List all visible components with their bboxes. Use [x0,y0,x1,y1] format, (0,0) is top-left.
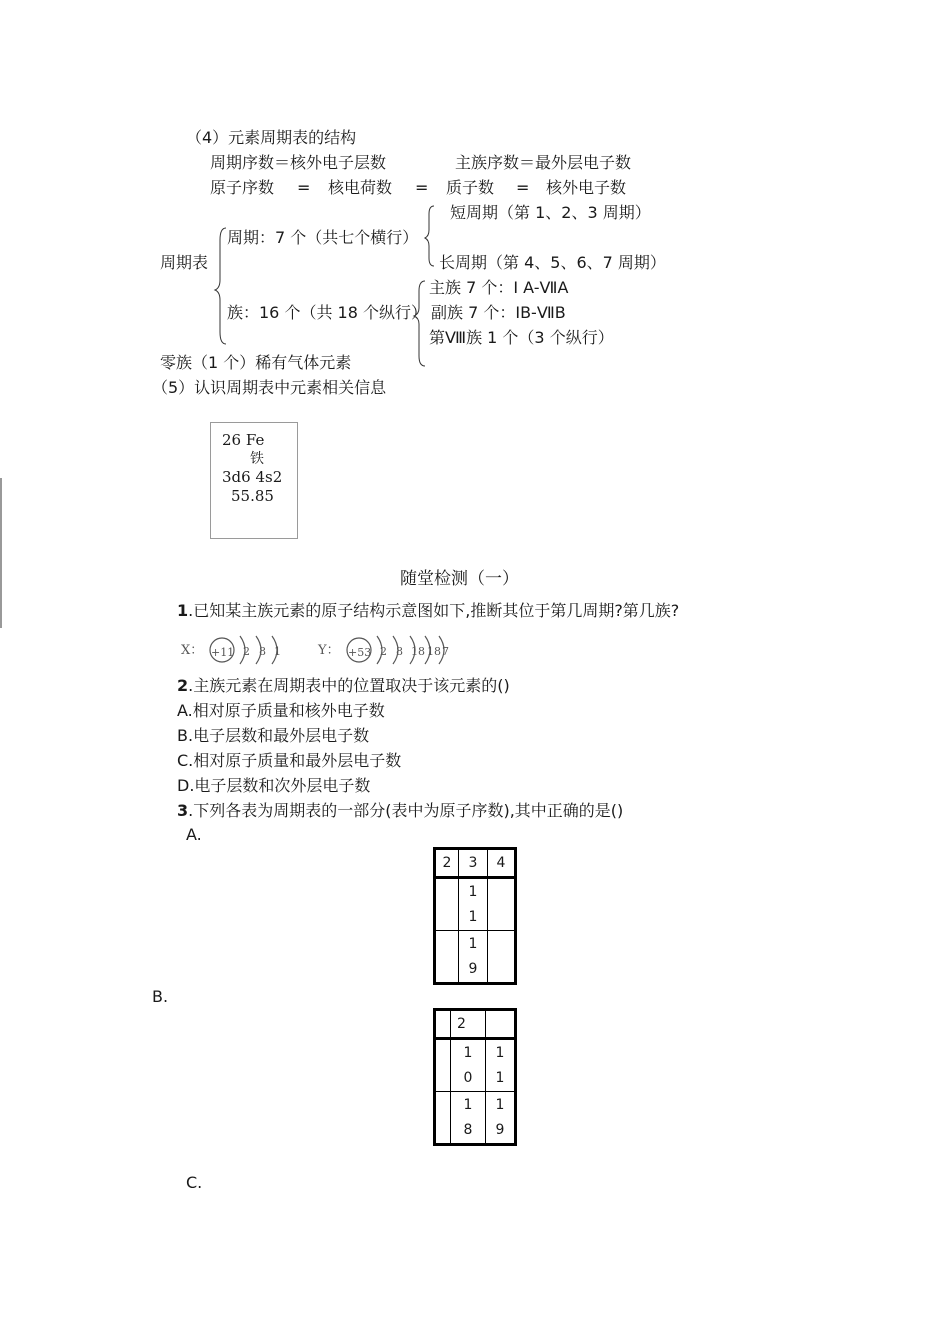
atom-y-label: Y： [318,643,340,658]
cell-digits [451,1093,485,1143]
period-info: 周期：7 个（共七个横行） [227,228,419,247]
equation-term: 质子数 [446,178,495,197]
period-number-rule: 周期序数＝核外电子层数 [210,153,387,172]
table-cell [486,1039,516,1092]
equation-term: 核电荷数 [328,178,393,197]
group-info: 族：16 个（共 18 个纵行） [227,303,427,322]
question-text: .下列各表为周期表的一部分(表中为原子序数),其中正确的是() [188,801,624,820]
option-a-label: A. [186,825,202,844]
table-cell: 2 [451,1010,486,1039]
table-cell [451,1039,486,1092]
table-cell [488,878,516,931]
element-config: 3d6 4s2 [222,468,283,486]
short-period: 短周期（第 1、2、3 周期） [450,203,651,222]
cell-digit: 8 [463,1121,473,1138]
atom-y-shell-count: 8 [396,645,403,658]
element-mass: 55.85 [231,487,274,505]
cell-digits [459,880,487,930]
cell-digit: 1 [495,1069,505,1086]
table-cell [435,931,459,984]
cell-digit: 9 [495,1121,505,1138]
option-a: A.相对原子质量和核外电子数 [177,701,385,720]
table-row [435,1039,516,1092]
group-number-rule: 主族序数＝最外层电子数 [455,153,632,172]
table-cell [435,1010,451,1039]
table-row [435,1092,516,1145]
atom-y-nucleus: +53 [348,646,372,659]
periodic-table-label: 周期表 [160,253,209,272]
equation-term: 核外电子数 [546,178,627,197]
table-cell: 4 [488,849,516,878]
cell-digit: 9 [468,960,478,977]
long-period: 长周期（第 4、5、6、7 周期） [439,253,666,272]
option-b-label: B. [152,987,169,1006]
cell-digits [459,932,487,982]
cell-digits [451,1041,485,1091]
option-d: D.电子层数和次外层电子数 [177,776,371,795]
section-4-heading: （4）元素周期表的结构 [186,128,357,147]
table-row [435,878,516,931]
table-cell [459,931,488,984]
question-number: 1 [177,601,189,620]
cell-digit: 1 [495,1044,505,1061]
option-b: B.电子层数和最外层电子数 [177,726,370,745]
element-name: 铁 [250,451,264,467]
question-number: 2 [177,676,189,695]
section-5-heading: （5）认识周期表中元素相关信息 [152,378,387,397]
group-eight: 第Ⅷ族 1 个（3 个纵行） [429,328,614,347]
periodic-fragment-b [433,1008,517,1146]
table-cell [488,931,516,984]
equation-equals: = [516,178,530,197]
table-cell [435,878,459,931]
cell-digit: 1 [468,935,478,952]
cell-digit: 1 [495,1096,505,1113]
question-text: .主族元素在周期表中的位置取决于该元素的() [188,676,510,695]
equation-equals: = [297,178,311,197]
cell-digit: 1 [468,908,478,925]
atom-x-shell-count: 2 [243,645,250,658]
atom-x-nucleus: +11 [211,646,235,659]
main-group: 主族 7 个：Ⅰ A-ⅦA [429,278,569,297]
option-c: C.相对原子质量和最外层电子数 [177,751,402,770]
cell-digits [486,1041,514,1091]
sub-group: 副族 7 个：IB-ⅦB [431,303,566,322]
atom-y-shell-count: 18 [427,645,441,658]
table-cell [451,1092,486,1145]
element-number-symbol: 26 Fe [222,431,265,449]
cell-digit: 0 [463,1069,473,1086]
equation-term: 原子序数 [210,178,275,197]
table-cell [459,878,488,931]
cell-digit: 1 [468,883,478,900]
table-cell [486,1010,516,1039]
cell-digit: 1 [463,1096,473,1113]
table-cell [435,1092,451,1145]
question-number: 3 [177,801,189,820]
quiz-title: 随堂检测（一） [400,569,519,589]
atom-x-shell-count: 1 [274,645,281,658]
atom-y-shell-count: 18 [411,645,425,658]
equation-equals: = [415,178,429,197]
question-3 [177,801,623,821]
table-row [435,931,516,984]
question-text: .已知某主族元素的原子结构示意图如下,推断其位于第几周期?第几族? [188,601,680,620]
atom-y-shell-count: 7 [442,645,449,658]
table-cell [486,1092,516,1145]
cell-digits [486,1093,514,1143]
atom-y-shell-count: 2 [380,645,387,658]
periodic-fragment-a [433,847,517,985]
atom-x-shell-count: 8 [259,645,266,658]
table-cell: 3 [459,849,488,878]
zero-group: 零族（1 个）稀有气体元素 [160,353,352,372]
atom-x-label: X： [181,643,204,658]
cell-digit: 1 [463,1044,473,1061]
option-c-label: C. [186,1173,203,1192]
table-cell [435,1039,451,1092]
question-2 [177,676,510,696]
table-cell: 2 [435,849,459,878]
